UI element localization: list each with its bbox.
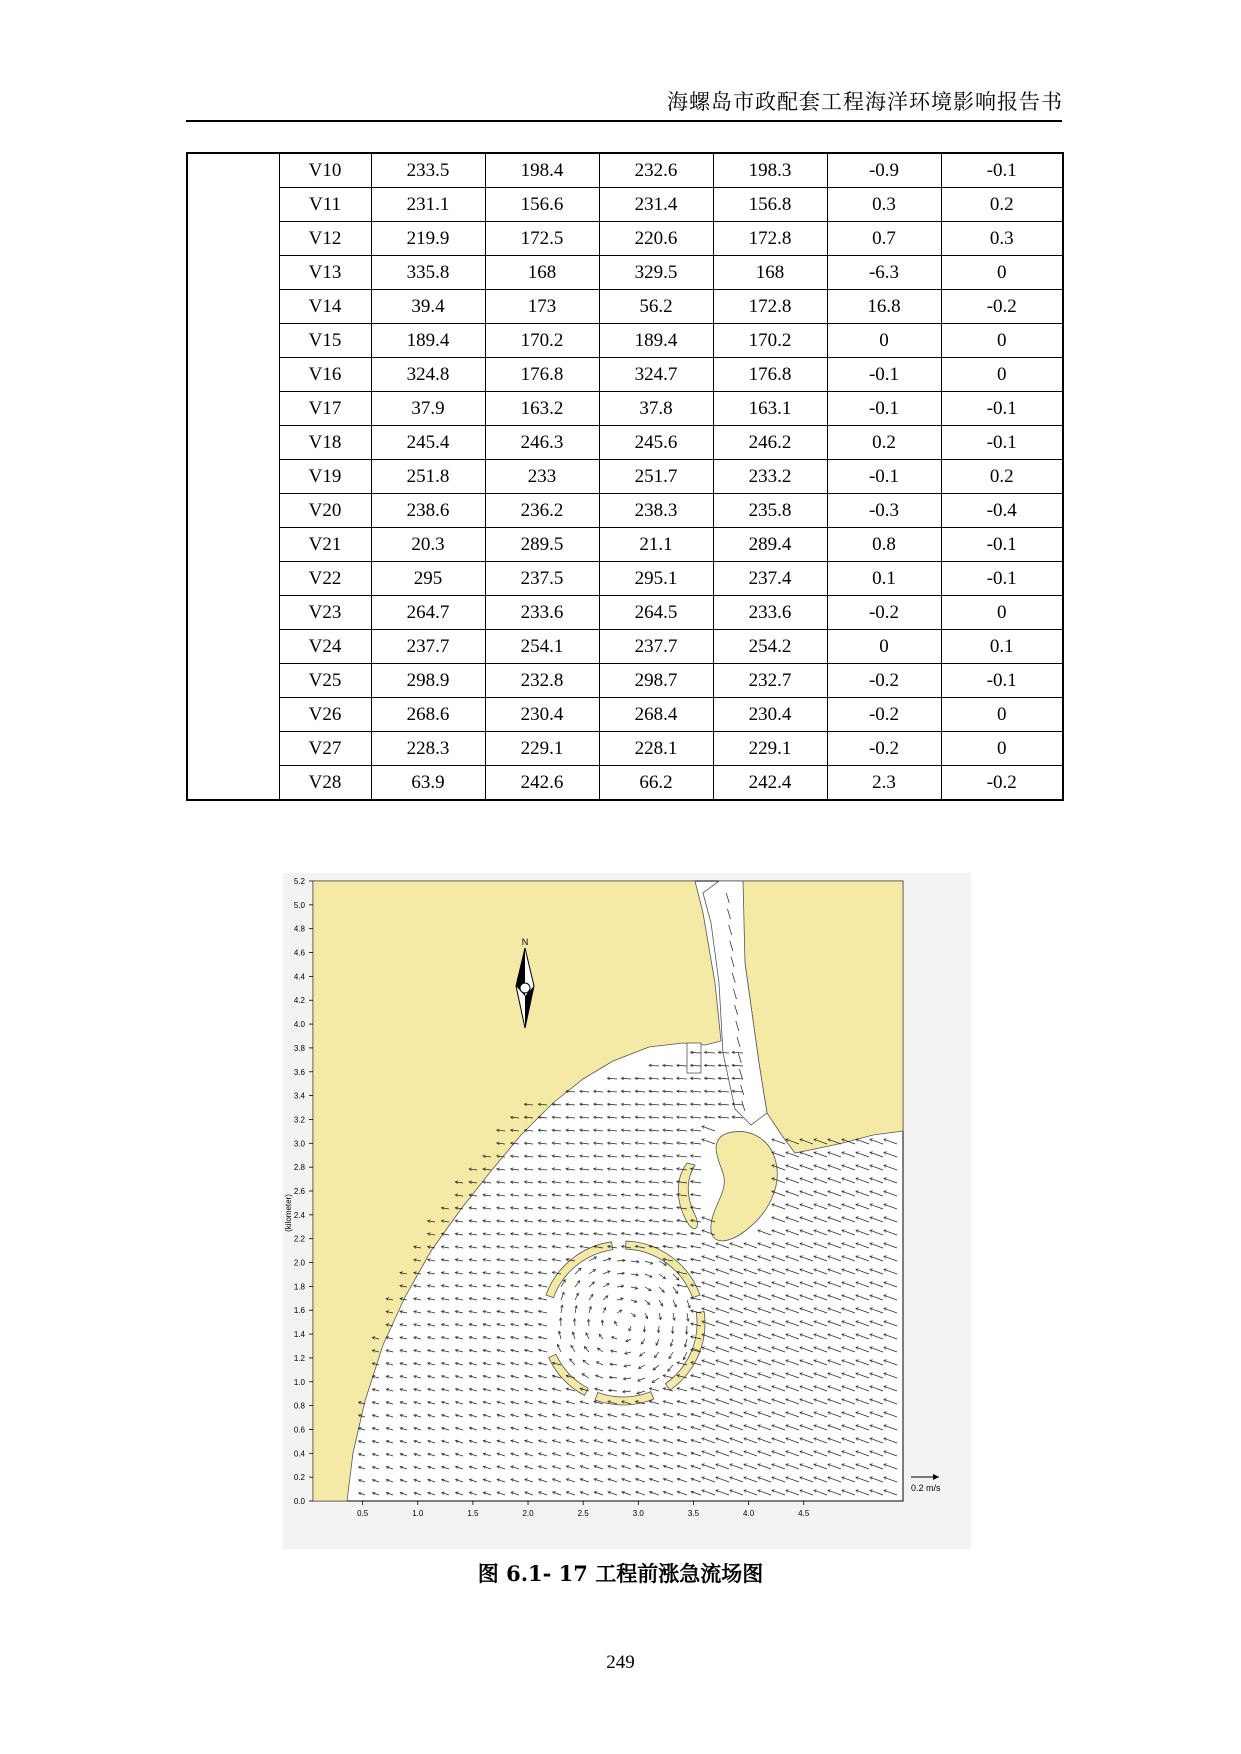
table-cell: 0 xyxy=(941,596,1063,630)
table-cell: 237.7 xyxy=(371,630,485,664)
table-cell: V27 xyxy=(279,732,371,766)
table-cell-blank xyxy=(187,766,279,801)
table-cell: 324.7 xyxy=(599,358,713,392)
table-cell: -0.1 xyxy=(941,426,1063,460)
table-cell: 246.3 xyxy=(485,426,599,460)
table-cell: 268.4 xyxy=(599,698,713,732)
table-row xyxy=(187,460,1063,494)
table-cell: 0 xyxy=(941,358,1063,392)
table-cell: -0.1 xyxy=(827,460,941,494)
table-cell: -0.2 xyxy=(827,596,941,630)
table-cell-blank xyxy=(187,188,279,222)
y-tick-label: 1.8 xyxy=(293,1282,305,1292)
table-cell-blank xyxy=(187,528,279,562)
x-tick-label: 2.0 xyxy=(522,1509,534,1518)
table-cell: 295.1 xyxy=(599,562,713,596)
table-cell: 229.1 xyxy=(713,732,827,766)
north-label: N xyxy=(521,937,529,947)
table-cell: 220.6 xyxy=(599,222,713,256)
y-tick-label: 0.2 xyxy=(293,1473,305,1483)
table-cell: 242.4 xyxy=(713,766,827,801)
table-cell: 230.4 xyxy=(713,698,827,732)
table-cell: 172.8 xyxy=(713,222,827,256)
table-row xyxy=(187,188,1063,222)
table-cell: 237.7 xyxy=(599,630,713,664)
table-cell-blank xyxy=(187,596,279,630)
table-cell: 170.2 xyxy=(485,324,599,358)
scale-vector xyxy=(911,1474,941,1493)
table-cell: 37.8 xyxy=(599,392,713,426)
flow-field-map xyxy=(283,873,971,1549)
y-tick-label: 4.0 xyxy=(293,1020,305,1030)
y-tick-label: 2.2 xyxy=(293,1234,305,1244)
table-cell-blank xyxy=(187,290,279,324)
table-cell-blank xyxy=(187,392,279,426)
table-cell: 264.7 xyxy=(371,596,485,630)
table-cell: 21.1 xyxy=(599,528,713,562)
table-cell: 251.8 xyxy=(371,460,485,494)
table-cell: V17 xyxy=(279,392,371,426)
table-cell: 0 xyxy=(941,256,1063,290)
y-tick-label: 1.0 xyxy=(293,1377,305,1387)
table-cell: 63.9 xyxy=(371,766,485,801)
table-cell-blank xyxy=(187,222,279,256)
table-body xyxy=(187,153,1063,800)
y-tick-label: 4.4 xyxy=(293,972,305,982)
table-cell: 219.9 xyxy=(371,222,485,256)
table-cell: V24 xyxy=(279,630,371,664)
table-cell: 163.1 xyxy=(713,392,827,426)
table-cell: 0.8 xyxy=(827,528,941,562)
table-cell: 156.6 xyxy=(485,188,599,222)
y-axis-label: (kilometer) xyxy=(284,1194,293,1232)
x-tick-label: 1.0 xyxy=(412,1509,424,1518)
table-cell-blank xyxy=(187,698,279,732)
table-cell: 189.4 xyxy=(599,324,713,358)
table-cell: 236.2 xyxy=(485,494,599,528)
table-cell: -0.1 xyxy=(941,153,1063,188)
table-cell: 0.1 xyxy=(941,630,1063,664)
table-cell: V13 xyxy=(279,256,371,290)
table-cell: 264.5 xyxy=(599,596,713,630)
y-tick-label: 0.0 xyxy=(293,1497,305,1506)
table-cell: 230.4 xyxy=(485,698,599,732)
table-cell: 172.5 xyxy=(485,222,599,256)
table-cell: 16.8 xyxy=(827,290,941,324)
table-cell: V16 xyxy=(279,358,371,392)
table-cell: 66.2 xyxy=(599,766,713,801)
table-cell: 254.1 xyxy=(485,630,599,664)
table-cell: 289.4 xyxy=(713,528,827,562)
table-cell: 233.5 xyxy=(371,153,485,188)
table-cell: -0.2 xyxy=(941,290,1063,324)
table-row xyxy=(187,494,1063,528)
table-cell: 289.5 xyxy=(485,528,599,562)
x-tick-label: 3.5 xyxy=(687,1509,700,1518)
table-cell: V21 xyxy=(279,528,371,562)
table-cell: 0.2 xyxy=(827,426,941,460)
table-row xyxy=(187,766,1063,801)
table-cell: -0.1 xyxy=(941,562,1063,596)
y-tick-label: 2.6 xyxy=(293,1187,305,1196)
table-cell: 232.7 xyxy=(713,664,827,698)
table-cell: 233.2 xyxy=(713,460,827,494)
table-cell: 156.8 xyxy=(713,188,827,222)
y-tick-label: 3.0 xyxy=(293,1139,305,1149)
table-cell-blank xyxy=(187,426,279,460)
table-cell: 237.5 xyxy=(485,562,599,596)
table-row xyxy=(187,392,1063,426)
table-cell: 251.7 xyxy=(599,460,713,494)
header-rule xyxy=(186,120,1062,122)
table-cell-blank xyxy=(187,732,279,766)
table-cell: 298.7 xyxy=(599,664,713,698)
table-cell: 0.3 xyxy=(941,222,1063,256)
table-cell: V10 xyxy=(279,153,371,188)
table-row xyxy=(187,562,1063,596)
y-tick-label: 4.6 xyxy=(293,948,305,958)
table-cell: 0 xyxy=(827,324,941,358)
flow-field-figure xyxy=(283,873,971,1549)
x-tick-label: 3.0 xyxy=(632,1509,644,1518)
x-tick-label: 2.5 xyxy=(577,1509,589,1518)
table-cell: -0.2 xyxy=(827,664,941,698)
table-row xyxy=(187,698,1063,732)
y-tick-label: 4.2 xyxy=(293,996,305,1006)
table-cell: V20 xyxy=(279,494,371,528)
table-cell: 324.8 xyxy=(371,358,485,392)
table-cell: 233.6 xyxy=(713,596,827,630)
y-tick-label: 2.8 xyxy=(293,1163,305,1173)
table-row xyxy=(187,596,1063,630)
table-cell: 335.8 xyxy=(371,256,485,290)
table-cell: 329.5 xyxy=(599,256,713,290)
table-cell: 228.1 xyxy=(599,732,713,766)
table-row xyxy=(187,664,1063,698)
table-cell-blank xyxy=(187,630,279,664)
table-cell: -0.1 xyxy=(941,664,1063,698)
y-tick-label: 3.2 xyxy=(293,1115,305,1125)
table-cell: 254.2 xyxy=(713,630,827,664)
table-cell: V19 xyxy=(279,460,371,494)
table-cell-blank xyxy=(187,494,279,528)
x-tick-label: 4.5 xyxy=(798,1509,810,1518)
scale-label: 0.2 m/s xyxy=(911,1483,941,1493)
table-cell: 176.8 xyxy=(713,358,827,392)
table-cell-blank xyxy=(187,153,279,188)
y-tick-label: 1.2 xyxy=(293,1353,305,1363)
table-cell: 2.3 xyxy=(827,766,941,801)
y-tick-label: 0.4 xyxy=(293,1449,305,1459)
table-cell: 0.2 xyxy=(941,460,1063,494)
table-cell-blank xyxy=(187,256,279,290)
table-cell: V18 xyxy=(279,426,371,460)
pier-structure xyxy=(687,1043,701,1073)
table-cell: 189.4 xyxy=(371,324,485,358)
table-cell: 0 xyxy=(827,630,941,664)
table-row xyxy=(187,222,1063,256)
table-cell: 56.2 xyxy=(599,290,713,324)
table-cell: 0.7 xyxy=(827,222,941,256)
table-cell: 232.6 xyxy=(599,153,713,188)
y-tick-label: 2.4 xyxy=(293,1210,305,1220)
table-row xyxy=(187,528,1063,562)
table-cell: -0.3 xyxy=(827,494,941,528)
page-number: 249 xyxy=(606,1652,635,1673)
table-cell: -0.1 xyxy=(941,528,1063,562)
table-cell: V15 xyxy=(279,324,371,358)
table-cell: 170.2 xyxy=(713,324,827,358)
page-header-title: 海螺岛市政配套工程海洋环境影响报告书 xyxy=(667,90,1063,114)
table-cell: 20.3 xyxy=(371,528,485,562)
table-cell: 295 xyxy=(371,562,485,596)
y-tick-label: 1.4 xyxy=(293,1330,305,1340)
table-row xyxy=(187,153,1063,188)
table-row xyxy=(187,358,1063,392)
table-cell: 173 xyxy=(485,290,599,324)
table-cell-blank xyxy=(187,664,279,698)
table-cell: -6.3 xyxy=(827,256,941,290)
table-cell: 238.3 xyxy=(599,494,713,528)
table-cell: 233 xyxy=(485,460,599,494)
y-tick-label: 2.0 xyxy=(293,1258,305,1268)
table-cell: -0.2 xyxy=(941,766,1063,801)
table-cell: -0.4 xyxy=(941,494,1063,528)
table-cell: 176.8 xyxy=(485,358,599,392)
y-tick-label: 1.6 xyxy=(293,1306,305,1316)
table-cell: 268.6 xyxy=(371,698,485,732)
table-cell: 198.3 xyxy=(713,153,827,188)
x-tick-label: 4.0 xyxy=(743,1509,755,1518)
table-cell: 242.6 xyxy=(485,766,599,801)
table-cell: 168 xyxy=(485,256,599,290)
table-cell-blank xyxy=(187,460,279,494)
table-cell: 0 xyxy=(941,324,1063,358)
table-cell: 229.1 xyxy=(485,732,599,766)
table-cell: V25 xyxy=(279,664,371,698)
x-tick-label: 1.5 xyxy=(467,1509,479,1518)
table-row xyxy=(187,426,1063,460)
table-cell: -0.1 xyxy=(827,358,941,392)
table-cell: -0.9 xyxy=(827,153,941,188)
table-row xyxy=(187,290,1063,324)
table-cell: 163.2 xyxy=(485,392,599,426)
table-cell-blank xyxy=(187,358,279,392)
table-cell: -0.2 xyxy=(827,698,941,732)
table-cell: 246.2 xyxy=(713,426,827,460)
y-tick-label: 3.6 xyxy=(293,1067,305,1077)
table-cell: 233.6 xyxy=(485,596,599,630)
table-cell: 198.4 xyxy=(485,153,599,188)
velocity-table xyxy=(186,152,1064,801)
table-cell: V12 xyxy=(279,222,371,256)
table-cell: 232.8 xyxy=(485,664,599,698)
y-tick-label: 3.4 xyxy=(293,1091,305,1101)
table-cell: 37.9 xyxy=(371,392,485,426)
table-cell: 0.1 xyxy=(827,562,941,596)
table-cell: 228.3 xyxy=(371,732,485,766)
table-row xyxy=(187,256,1063,290)
table-cell: 0 xyxy=(941,732,1063,766)
table-cell: 235.8 xyxy=(713,494,827,528)
table-cell: 245.4 xyxy=(371,426,485,460)
figure-caption: 图 6.1- 17 工程前涨急流场图 xyxy=(477,1561,764,1586)
table-cell: 231.1 xyxy=(371,188,485,222)
table-cell: -0.1 xyxy=(827,392,941,426)
table-row xyxy=(187,732,1063,766)
table-cell: 0.3 xyxy=(827,188,941,222)
table-cell: 231.4 xyxy=(599,188,713,222)
y-tick-label: 0.6 xyxy=(293,1425,305,1435)
table-cell: V11 xyxy=(279,188,371,222)
table-cell: -0.1 xyxy=(941,392,1063,426)
table-cell: V23 xyxy=(279,596,371,630)
x-tick-label: 0.5 xyxy=(357,1509,369,1518)
table-cell-blank xyxy=(187,324,279,358)
table-cell: 237.4 xyxy=(713,562,827,596)
y-tick-label: 4.8 xyxy=(293,924,305,934)
table-cell: 168 xyxy=(713,256,827,290)
table-row xyxy=(187,630,1063,664)
table-cell-blank xyxy=(187,562,279,596)
table-cell: V22 xyxy=(279,562,371,596)
table-cell: V14 xyxy=(279,290,371,324)
table-cell: 0 xyxy=(941,698,1063,732)
table-cell: 0.2 xyxy=(941,188,1063,222)
table-cell: V28 xyxy=(279,766,371,801)
table-cell: 245.6 xyxy=(599,426,713,460)
table-row xyxy=(187,324,1063,358)
table-cell: -0.2 xyxy=(827,732,941,766)
y-tick-label: 5.2 xyxy=(293,877,305,886)
table-cell: 298.9 xyxy=(371,664,485,698)
table-cell: 39.4 xyxy=(371,290,485,324)
y-tick-label: 3.8 xyxy=(293,1043,305,1053)
table-cell: 238.6 xyxy=(371,494,485,528)
table-cell: V26 xyxy=(279,698,371,732)
table-cell: 172.8 xyxy=(713,290,827,324)
y-tick-label: 5.0 xyxy=(293,900,305,910)
y-tick-label: 0.8 xyxy=(293,1401,305,1411)
